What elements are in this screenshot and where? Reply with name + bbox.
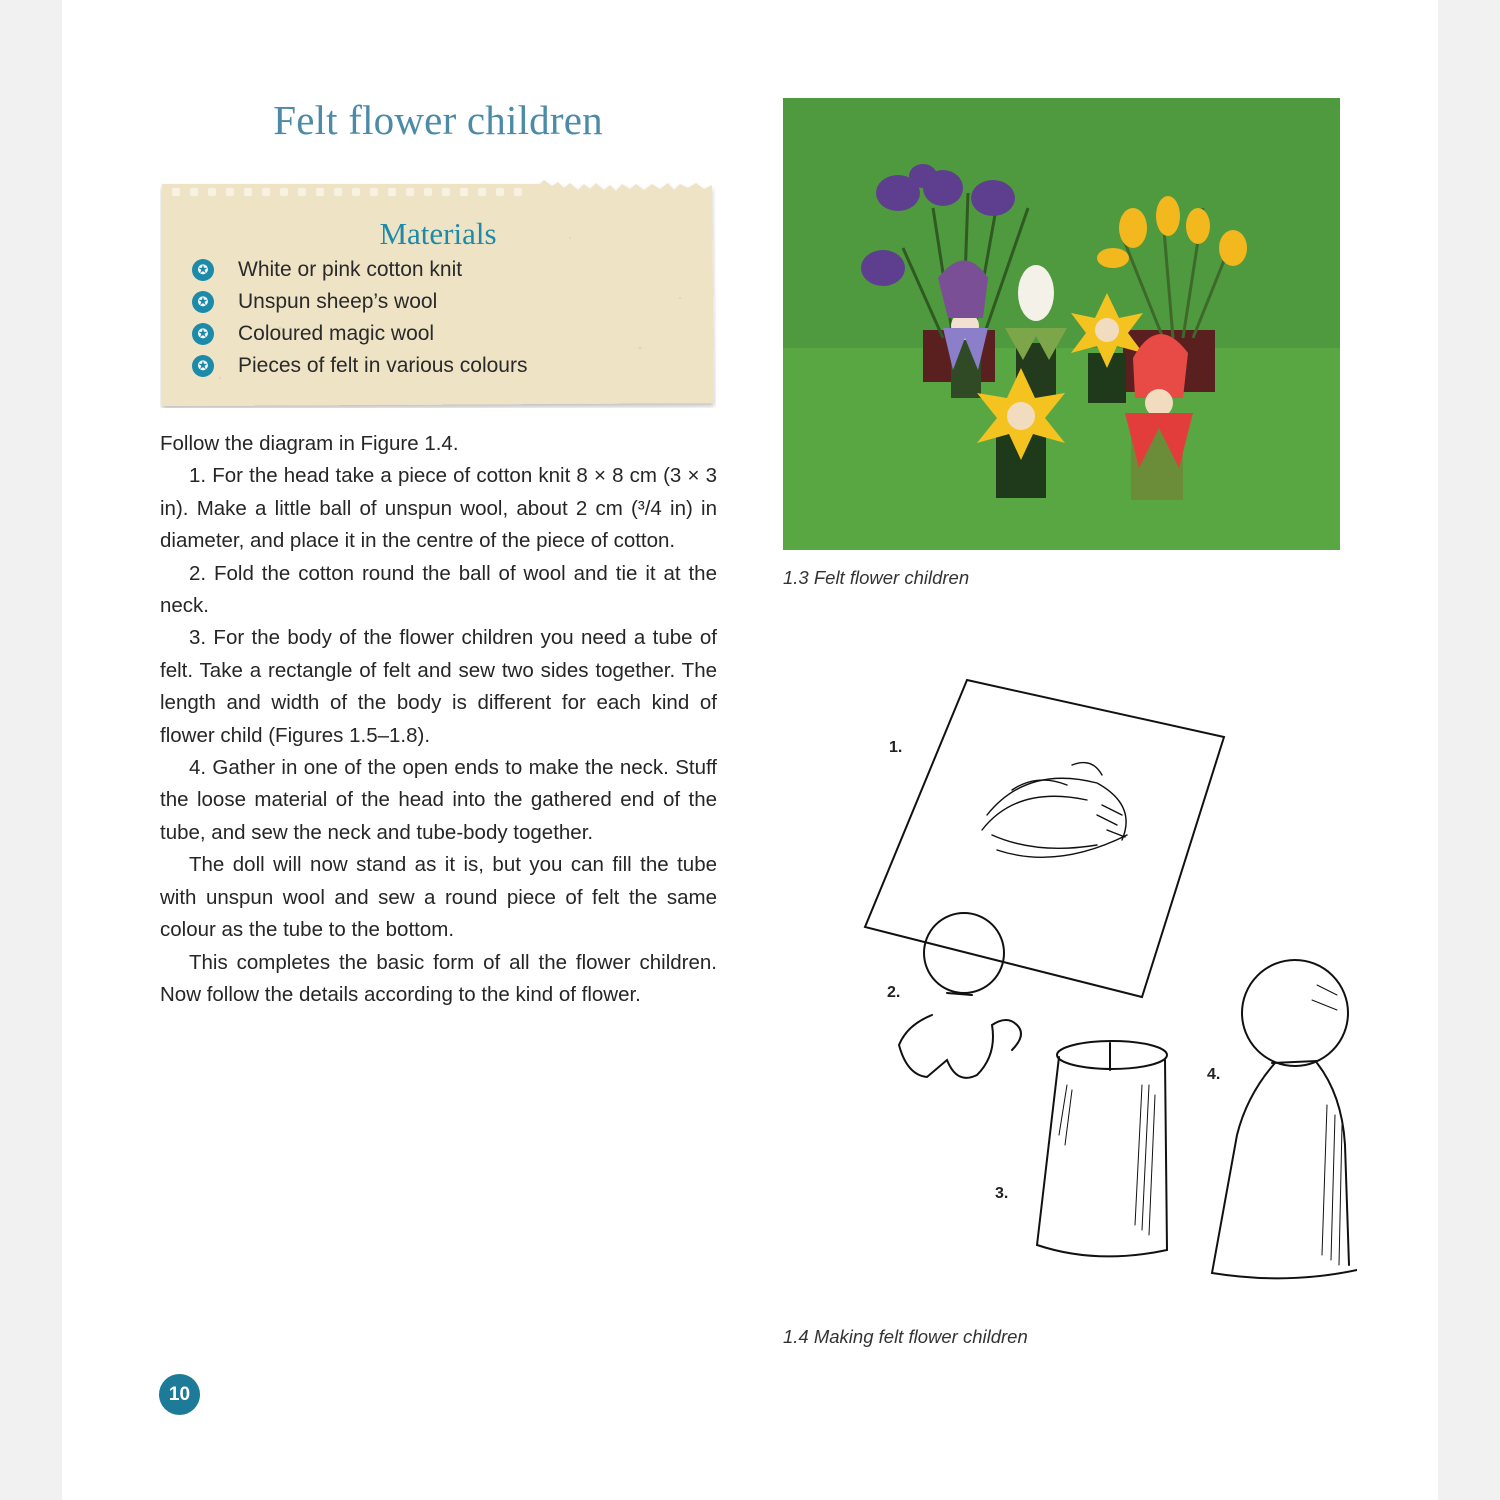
diagram-label-4: 4. <box>1207 1066 1221 1083</box>
instruction-intro: Follow the diagram in Figure 1.4. <box>160 432 459 455</box>
book-page <box>62 0 1438 1500</box>
list-item <box>192 254 527 286</box>
diagram-label-1: 1. <box>889 739 903 756</box>
material-label: White or pink cotton knit <box>238 258 463 281</box>
wool-ball-sketch <box>982 763 1127 858</box>
instruction-step-4: 4. Gather in one of the open ends to make the neck. Stuff the loose material of the head into the gathered end of the tube, and sew the neck and tube-body together. <box>160 756 717 844</box>
material-label: Unspun sheep’s wool <box>238 290 438 313</box>
instruction-closing: This completes the basic form of all the flower children. Now follow the details according to the kind of flower. <box>160 950 717 1006</box>
instructions-text <box>160 428 717 1011</box>
page-title: Felt flower children <box>273 97 603 143</box>
page-number-badge: 10 <box>159 1374 200 1415</box>
diagram-label-2: 2. <box>887 984 901 1001</box>
tube-shading <box>1059 1085 1155 1235</box>
diagram-caption: 1.4 Making felt flower children <box>783 1326 1028 1347</box>
making-diagram <box>797 665 1357 1295</box>
star-bullet-icon: ✪ <box>192 355 214 377</box>
material-label: Pieces of felt in various colours <box>238 354 528 377</box>
instruction-step-3: 3. For the body of the flower children you need a tube of felt. Take a rectangle of felt and sew two sides together. The length and width of the body is different for each kind of flower child (Figures 1.5–1.8). <box>160 626 717 747</box>
star-bullet-icon: ✪ <box>192 259 214 281</box>
photo-caption: 1.3 Felt flower children <box>783 567 970 588</box>
instruction-note: The doll will now stand as it is, but you can fill the tube with unspun wool and sew a round piece of felt the same colour as the tube to the bottom. <box>160 853 717 942</box>
list-item <box>192 318 527 350</box>
instruction-step-1: 1. For the head take a piece of cotton knit 8 × 8 cm (3 × 3 in). Make a little ball of unspun wool, about 2 cm (³/4 in) in diameter, and place it in the centre of the piece of cotton. <box>160 464 717 553</box>
cotton-square-shape <box>865 680 1224 997</box>
star-bullet-icon: ✪ <box>192 323 214 345</box>
list-item <box>192 286 527 318</box>
materials-box <box>160 178 716 408</box>
star-bullet-icon: ✪ <box>192 291 214 313</box>
felt-tube-sketch <box>1037 1041 1167 1256</box>
materials-heading: Materials <box>379 216 497 251</box>
materials-list <box>192 254 527 382</box>
diagram-label-3: 3. <box>995 1185 1009 1202</box>
instruction-step-2: 2. Fold the cotton round the ball of wool and tie it at the neck. <box>160 561 717 618</box>
doll-shading <box>1312 985 1342 1265</box>
felt-flower-photo <box>783 98 1340 550</box>
material-label: Coloured magic wool <box>238 322 435 345</box>
tied-head-sketch <box>899 913 1021 1078</box>
list-item <box>192 350 527 382</box>
